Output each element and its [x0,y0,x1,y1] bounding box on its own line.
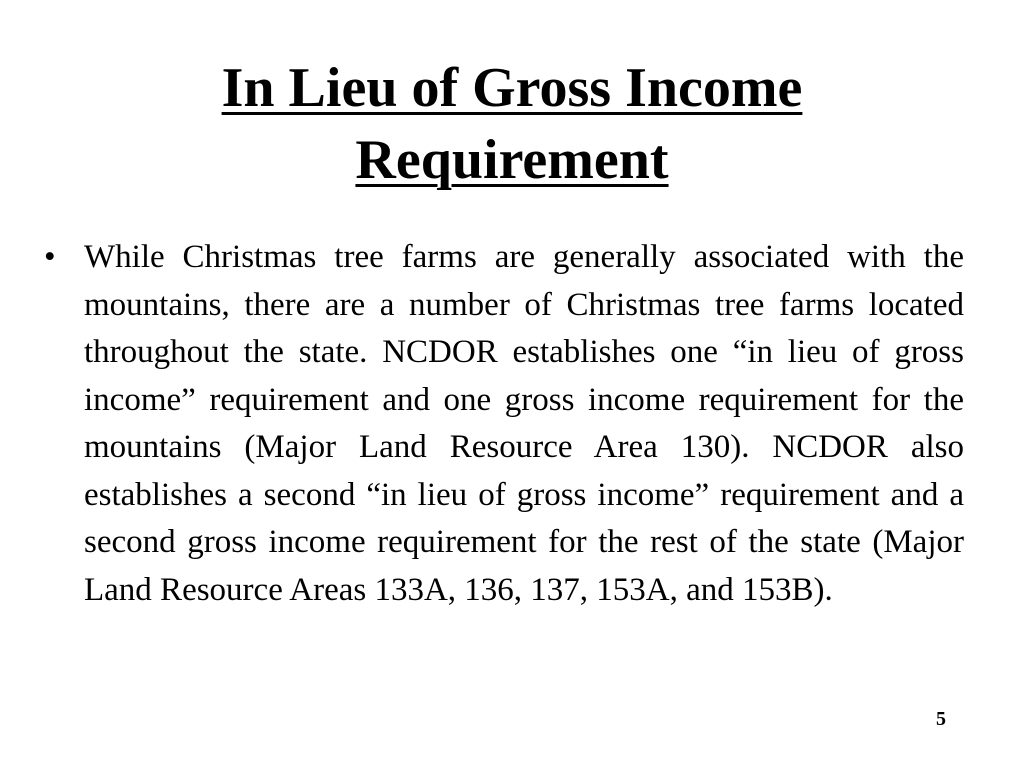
page-number: 5 [936,708,946,730]
slide-title: In Lieu of Gross Income Requirement [221,57,803,191]
bullet-list [40,234,964,614]
bullet-text: While Christmas tree farms are generally associated with the mountains, there are a number of Christmas tree farms located throughout the state. NCDOR establishes one “in lieu of gross income” requirement and one gross income requirement for the mountains (Major Land Resource Area 130). NCDOR also establishes a second “in lieu of gross income” requirement and a second gross income requirement for the rest of the state (Major Land Resource Areas 133A, 136, 137, 153A, and 153B). [84,239,964,608]
bullet-item [40,234,964,614]
bullet-icon: • [44,239,56,275]
